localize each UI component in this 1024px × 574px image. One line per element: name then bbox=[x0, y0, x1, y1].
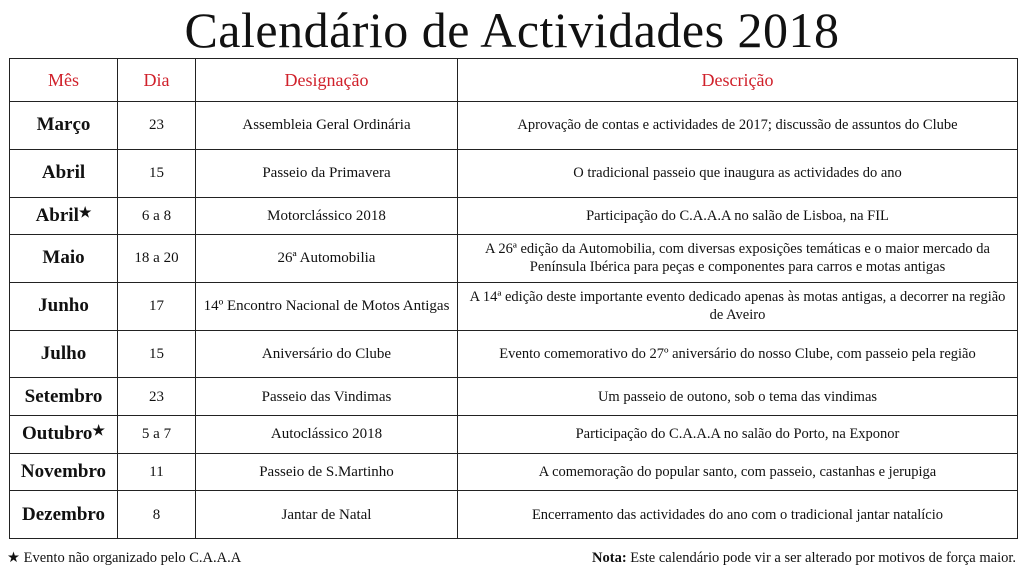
designation-cell: Motorclássico 2018 bbox=[196, 197, 458, 235]
month-cell bbox=[10, 197, 118, 235]
day-cell: 8 bbox=[118, 491, 196, 539]
day-cell: 11 bbox=[118, 453, 196, 491]
month-label: Dezembro bbox=[21, 503, 105, 525]
month-cell bbox=[10, 453, 118, 491]
designation-cell: 26ª Automobilia bbox=[196, 235, 458, 283]
month-label: Março bbox=[36, 114, 91, 136]
table-row bbox=[10, 235, 1018, 283]
description-cell: Um passeio de outono, sob o tema das vindimas bbox=[458, 378, 1018, 416]
table-row bbox=[10, 102, 1018, 150]
designation-cell: Passeio da Primavera bbox=[196, 149, 458, 197]
day-cell: 23 bbox=[118, 102, 196, 150]
table-row bbox=[10, 330, 1018, 378]
table-row bbox=[10, 453, 1018, 491]
month-label: Novembro bbox=[20, 460, 107, 482]
month-cell bbox=[10, 378, 118, 416]
header-designacao: Designação bbox=[196, 59, 458, 102]
table-row bbox=[10, 197, 1018, 235]
page-title: Calendário de Actividades 2018 bbox=[184, 2, 840, 58]
description-cell: Aprovação de contas e actividades de 2017; discussão de assuntos do Clube bbox=[458, 102, 1018, 150]
month-cell bbox=[10, 330, 118, 378]
description-cell: Evento comemorativo do 27º aniversário do nosso Clube, com passeio pela região bbox=[458, 330, 1018, 378]
header-mes: Mês bbox=[10, 59, 118, 102]
footnote-star: ★ Evento não organizado pelo C.A.A.A bbox=[7, 550, 242, 566]
month-cell bbox=[10, 235, 118, 283]
note-label: Nota: bbox=[592, 550, 627, 566]
description-cell: Participação do C.A.A.A no salão do Porto, na Exponor bbox=[458, 415, 1018, 453]
table-row bbox=[10, 415, 1018, 453]
table-row bbox=[10, 378, 1018, 416]
description-cell: A comemoração do popular santo, com passeio, castanhas e jerupiga bbox=[458, 453, 1018, 491]
designation-cell: 14º Encontro Nacional de Motos Antigas bbox=[196, 282, 458, 330]
month-label: Abril bbox=[35, 204, 79, 226]
designation-cell: Passeio das Vindimas bbox=[196, 378, 458, 416]
day-cell: 15 bbox=[118, 149, 196, 197]
description-cell: Participação do C.A.A.A no salão de Lisboa, na FIL bbox=[458, 197, 1018, 235]
designation-cell: Autoclássico 2018 bbox=[196, 415, 458, 453]
table-header-row bbox=[10, 59, 1018, 102]
table-row bbox=[10, 491, 1018, 539]
day-cell: 5 a 7 bbox=[118, 415, 196, 453]
description-cell: A 26ª edição da Automobilia, com diversas exposições temáticas e o maior mercado da Península Ibérica para peças e componentes para carros e motas antigas bbox=[458, 235, 1018, 283]
designation-cell: Passeio de S.Martinho bbox=[196, 453, 458, 491]
header-dia: Dia bbox=[118, 59, 196, 102]
month-cell bbox=[10, 282, 118, 330]
description-cell: A 14ª edição deste importante evento dedicado apenas às motas antigas, a decorrer na região de Aveiro bbox=[458, 282, 1018, 330]
day-cell: 15 bbox=[118, 330, 196, 378]
month-label: Julho bbox=[40, 342, 87, 364]
month-label: Setembro bbox=[24, 385, 103, 407]
day-cell: 17 bbox=[118, 282, 196, 330]
month-cell bbox=[10, 149, 118, 197]
footnote-note bbox=[592, 550, 1016, 567]
description-cell: O tradicional passeio que inaugura as actividades do ano bbox=[458, 149, 1018, 197]
designation-cell: Jantar de Natal bbox=[196, 491, 458, 539]
note-text: Este calendário pode vir a ser alterado por motivos de força maior. bbox=[630, 550, 1016, 566]
month-cell bbox=[10, 491, 118, 539]
month-label: Abril bbox=[41, 162, 86, 184]
star-icon: ★ bbox=[92, 424, 105, 440]
day-cell: 6 a 8 bbox=[118, 197, 196, 235]
table-row bbox=[10, 282, 1018, 330]
designation-cell: Assembleia Geral Ordinária bbox=[196, 102, 458, 150]
designation-cell: Aniversário do Clube bbox=[196, 330, 458, 378]
activities-table bbox=[9, 58, 1018, 539]
month-cell bbox=[10, 102, 118, 150]
star-icon: ★ bbox=[78, 205, 92, 221]
table-row bbox=[10, 149, 1018, 197]
day-cell: 23 bbox=[118, 378, 196, 416]
header-descricao: Descrição bbox=[458, 59, 1018, 102]
month-label: Junho bbox=[38, 295, 89, 317]
month-cell bbox=[10, 415, 118, 453]
month-label: Maio bbox=[42, 247, 85, 269]
month-label: Outubro bbox=[22, 423, 93, 445]
day-cell: 18 a 20 bbox=[118, 235, 196, 283]
description-cell: Encerramento das actividades do ano com o tradicional jantar natalício bbox=[458, 491, 1018, 539]
